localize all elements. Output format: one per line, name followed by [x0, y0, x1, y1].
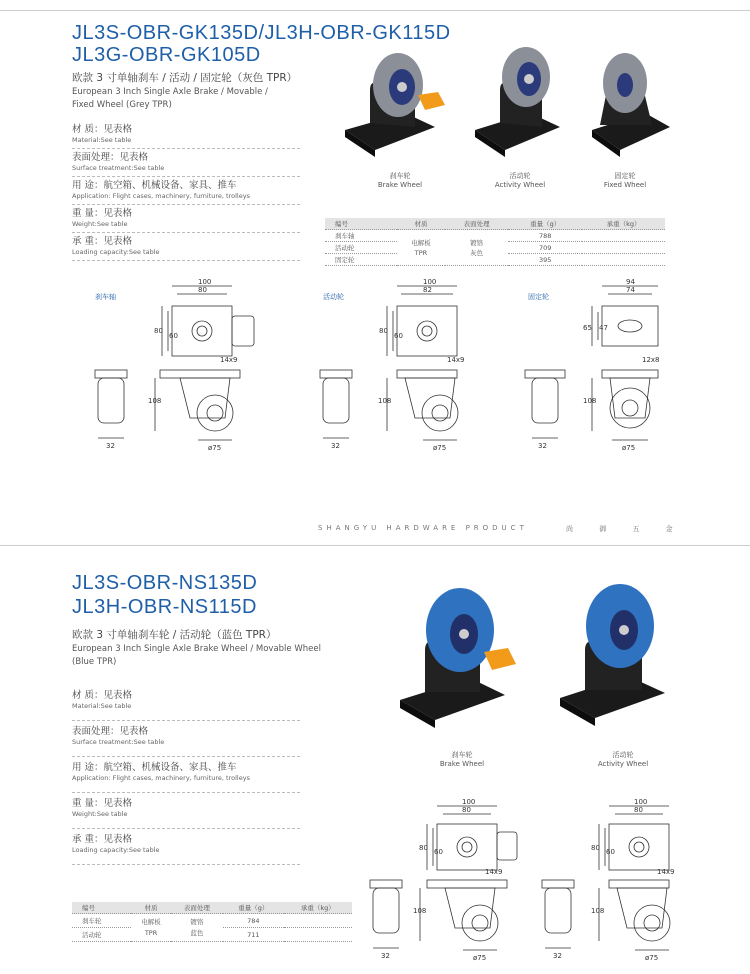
- caption-activity-wheel-2: 活动轮 Activity Wheel: [597, 751, 649, 768]
- caption-activity-wheel: 活动轮 Activity Wheel: [494, 172, 546, 189]
- spec-surface-2: 表面处理：见表格 Surface treatment:See table: [72, 726, 300, 757]
- dim-label: 100: [423, 278, 437, 286]
- caption-fixed-wheel: 固定轮 Fixed Wheel: [603, 172, 647, 189]
- table-row: 刹车轮: [72, 914, 131, 928]
- dim-label: 60: [434, 848, 443, 856]
- section1-product-images: [330, 35, 670, 165]
- dim-label: 74: [626, 286, 635, 294]
- caption-brake-wheel: 刹车轮 Brake Wheel: [377, 172, 423, 189]
- dim-label: 100: [198, 278, 212, 286]
- section2-spec-table: 编号 材质 表面处理 重量（g） 承重（kg） 刹车轮 电解板 TPR 镀铬 蓝色 784 活动轮 711: [72, 902, 352, 942]
- dim-label: 108: [583, 397, 597, 405]
- section1-subtitle-en-2: Fixed Wheel (Grey TPR): [72, 100, 172, 110]
- dim-label: 32: [331, 442, 340, 450]
- blue-brake-wheel-photo: [400, 588, 516, 728]
- drawing-fixed: [525, 286, 658, 440]
- dim-label: 80: [198, 286, 207, 294]
- dim-label: 14x9: [657, 868, 675, 876]
- dim-label: 80: [419, 844, 428, 852]
- section1-technical-drawings: [90, 278, 690, 458]
- section2-subtitle-cn: 欧款 3 寸单轴刹车轮 / 活动轮（蓝色 TPR）: [72, 629, 277, 641]
- dim-label: 100: [462, 798, 476, 806]
- section2-subtitle-en-1: European 3 Inch Single Axle Brake Wheel / Movable Wheel: [72, 644, 321, 654]
- spec-weight-2: 重 量：见表格 Weight:See table: [72, 798, 300, 829]
- dim-label: ø75: [622, 444, 636, 452]
- brand-band-en: SHANGYU HARDWARE PRODUCT: [318, 524, 528, 532]
- dim-label: 108: [378, 397, 392, 405]
- caption-brake-wheel-2: 刹车轮 Brake Wheel: [439, 751, 485, 768]
- spec-application-2: 用 途：航空箱、机械设备、家具、推车 Application: Flight cases, machinery, furniture, trolleys: [72, 762, 300, 793]
- section2-title-line1: JL3S-OBR-NS135D: [72, 572, 258, 594]
- dim-label: 47: [599, 324, 608, 332]
- dim-label: 14x9: [447, 356, 465, 364]
- dim-label: 80: [154, 327, 163, 335]
- dim-label: 82: [423, 286, 432, 294]
- section2-title-line2: JL3H-OBR-NS115D: [72, 596, 257, 618]
- activity-wheel-photo: [475, 47, 560, 157]
- dim-label: ø75: [208, 444, 222, 452]
- table-row: 活动轮: [325, 242, 397, 254]
- dim-label: 80: [462, 806, 471, 814]
- dim-label: 32: [106, 442, 115, 450]
- spec-surface: 表面处理：见表格 Surface treatment:See table: [72, 152, 300, 177]
- section1-subtitle-en-1: European 3 Inch Single Axle Brake / Movable /: [72, 87, 268, 97]
- section2-technical-drawings: [365, 798, 725, 970]
- drawing-label-activity: 活动轮: [323, 293, 344, 301]
- table-row: 固定轮: [325, 254, 397, 266]
- dim-label: 32: [538, 442, 547, 450]
- spec-application: 用 途：航空箱、机械设备、家具、推车 Application: Flight cases, machinery, furniture, trolleys: [72, 180, 300, 205]
- dim-label: 14x9: [220, 356, 238, 364]
- spec-weight: 重 量：见表格 Weight:See table: [72, 208, 300, 233]
- section1-spec-table: 编号 材质 表面处理 重量（g） 承重（kg） 刹车轴 电解板 TPR 镀铬 灰色 788 活动轮 709 固定轮 395: [325, 218, 665, 266]
- spec-material-2: 材 质：见表格 Material:See table: [72, 690, 300, 721]
- blue-activity-wheel-photo: [560, 584, 665, 726]
- dim-label: 32: [553, 952, 562, 960]
- drawing-label-fixed: 固定轮: [528, 293, 549, 301]
- section2-product-images: [380, 580, 680, 740]
- spec-material: 材 质：见表格 Material:See table: [72, 124, 300, 149]
- spec-loading-2: 承 重：见表格 Loading capacity:See table: [72, 834, 300, 865]
- dim-label: 80: [591, 844, 600, 852]
- dim-label: 108: [148, 397, 162, 405]
- dim-label: ø75: [433, 444, 447, 452]
- dim-label: 14x9: [485, 868, 503, 876]
- top-rule: [0, 10, 750, 11]
- drawing-blue-activity: [542, 806, 670, 950]
- table-row: 刹车轴: [325, 230, 397, 242]
- dim-label: 60: [169, 332, 178, 340]
- dim-label: 32: [381, 952, 390, 960]
- dim-label: 94: [626, 278, 635, 286]
- spec-loading: 承 重：见表格 Loading capacity:See table: [72, 236, 300, 261]
- dim-label: ø75: [473, 954, 487, 962]
- dim-label: 60: [394, 332, 403, 340]
- dim-label: 60: [606, 848, 615, 856]
- dim-label: 108: [413, 907, 427, 915]
- dim-label: 80: [634, 806, 643, 814]
- table-row: 活动轮: [72, 928, 131, 942]
- section1-subtitle-cn: 欧款 3 寸单轴刹车 / 活动 / 固定轮（灰色 TPR）: [72, 72, 298, 84]
- section-divider: [0, 545, 750, 546]
- dim-label: 100: [634, 798, 648, 806]
- section2-subtitle-en-2: (Blue TPR): [72, 657, 117, 667]
- dim-label: 80: [379, 327, 388, 335]
- brand-band-cn: 尚 御 五 金: [566, 525, 685, 533]
- fixed-wheel-photo: [592, 53, 670, 157]
- dim-label: 108: [591, 907, 605, 915]
- drawing-activity: [320, 286, 458, 440]
- section1-title-line1: JL3S-OBR-GK135D/JL3H-OBR-GK115D: [72, 22, 451, 44]
- drawing-label-brake: 刹车轴: [95, 293, 116, 301]
- section1-title-line2: JL3G-OBR-GK105D: [72, 44, 261, 66]
- drawing-blue-brake: [370, 806, 517, 950]
- brake-wheel-photo: [345, 53, 445, 157]
- dim-label: ø75: [645, 954, 659, 962]
- dim-label: 65: [583, 324, 592, 332]
- dim-label: 12x8: [642, 356, 660, 364]
